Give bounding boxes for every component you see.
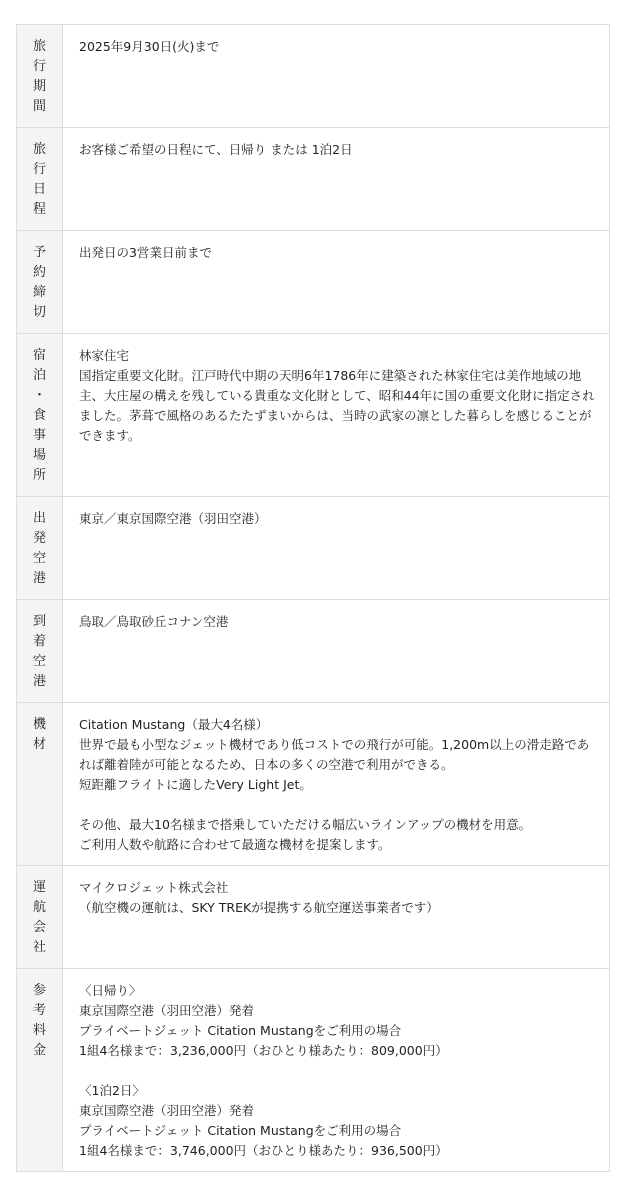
row-label: 出 発 空 港	[32, 511, 46, 586]
row-operator	[17, 866, 610, 969]
content-line: プライベートジェット Citation Mustangをご利用の場合	[79, 1123, 402, 1138]
tour-info-table	[16, 24, 610, 1172]
content-line: マイクロジェット株式会社	[79, 880, 229, 895]
row-label: 宿 泊 ・ 食 事 場 所	[32, 348, 46, 483]
row-departure-airport	[17, 497, 610, 600]
row-travel-period	[17, 25, 610, 128]
row-label-cell	[17, 497, 63, 600]
content-line: （航空機の運航は、SKY TREKが提携する航空運送事業者です）	[79, 900, 439, 915]
content-line: 〈日帰り〉	[79, 983, 142, 998]
row-arrival-airport	[17, 600, 610, 703]
content-line: 短距離フライトに適したVery Light Jet。	[79, 777, 312, 792]
content-line: Citation Mustang（最大4名様）	[79, 717, 269, 732]
row-label-cell	[17, 25, 63, 128]
content-line	[79, 795, 595, 815]
row-label: 参 考 料 金	[32, 983, 46, 1058]
content-line: 鳥取／鳥取砂丘コナン空港	[79, 614, 229, 629]
content-line	[79, 1061, 595, 1081]
row-content-cell	[63, 128, 610, 231]
content-line: 林家住宅	[79, 348, 130, 363]
row-booking-deadline	[17, 231, 610, 334]
content-line: その他、最大10名様まで搭乗していただける幅広いラインアップの機材を用意。	[79, 817, 532, 832]
content-line: プライベートジェット Citation Mustangをご利用の場合	[79, 1023, 402, 1038]
row-content-cell	[63, 703, 610, 866]
content-line: 2025年9月30日(火)まで	[79, 39, 220, 54]
row-content-cell	[63, 25, 610, 128]
content-line: 1組4名様まで：3,236,000円（おひとり様あたり：809,000円）	[79, 1043, 448, 1058]
content-line: 世界で最も小型なジェット機材であり低コストでの飛行が可能。1,200m以上の滑走路であれば離着陸が可能となるため、日本の多くの空港で利用ができる。	[79, 737, 590, 772]
row-label-cell	[17, 231, 63, 334]
row-label-cell	[17, 128, 63, 231]
content-line: 〈1泊2日〉	[79, 1083, 145, 1098]
row-label-cell	[17, 866, 63, 969]
row-content-cell	[63, 969, 610, 1172]
content-line: 東京国際空港（羽田空港）発着	[79, 1003, 255, 1018]
row-content-cell	[63, 497, 610, 600]
row-content-cell	[63, 600, 610, 703]
row-content-cell	[63, 334, 610, 497]
row-aircraft	[17, 703, 610, 866]
content-line: 東京国際空港（羽田空港）発着	[79, 1103, 255, 1118]
content-line: 東京／東京国際空港（羽田空港）	[79, 511, 267, 526]
row-label: 到 着 空 港	[32, 614, 46, 689]
row-label: 予 約 締 切	[32, 245, 46, 320]
row-label: 運 航 会 社	[32, 880, 46, 955]
row-reference-price	[17, 969, 610, 1172]
row-label: 旅 行 期 間	[32, 39, 46, 114]
row-label: 機 材	[32, 717, 46, 752]
row-label-cell	[17, 703, 63, 866]
content-line: ご利用人数や航路に合わせて最適な機材を提案します。	[79, 837, 391, 852]
content-line: お客様ご希望の日程にて、日帰り または 1泊2日	[79, 142, 353, 157]
content-line: 国指定重要文化財。江戸時代中期の天明6年1786年に建築された林家住宅は美作地域の地主、大庄屋の構えを残している貴重な文化財として、昭和44年に国の重要文化財に指定されました。茅葺で風格のあるたたずまいからは、当時の武家の凛とした暮らしを感じることができます。	[79, 368, 595, 443]
content-line: 1組4名様まで：3,746,000円（おひとり様あたり：936,500円）	[79, 1143, 448, 1158]
content-line: 出発日の3営業日前まで	[79, 245, 212, 260]
row-accommodation-dining	[17, 334, 610, 497]
row-travel-schedule	[17, 128, 610, 231]
row-label-cell	[17, 600, 63, 703]
row-content-cell	[63, 231, 610, 334]
row-label: 旅 行 日 程	[32, 142, 46, 217]
row-label-cell	[17, 969, 63, 1172]
row-label-cell	[17, 334, 63, 497]
row-content-cell	[63, 866, 610, 969]
